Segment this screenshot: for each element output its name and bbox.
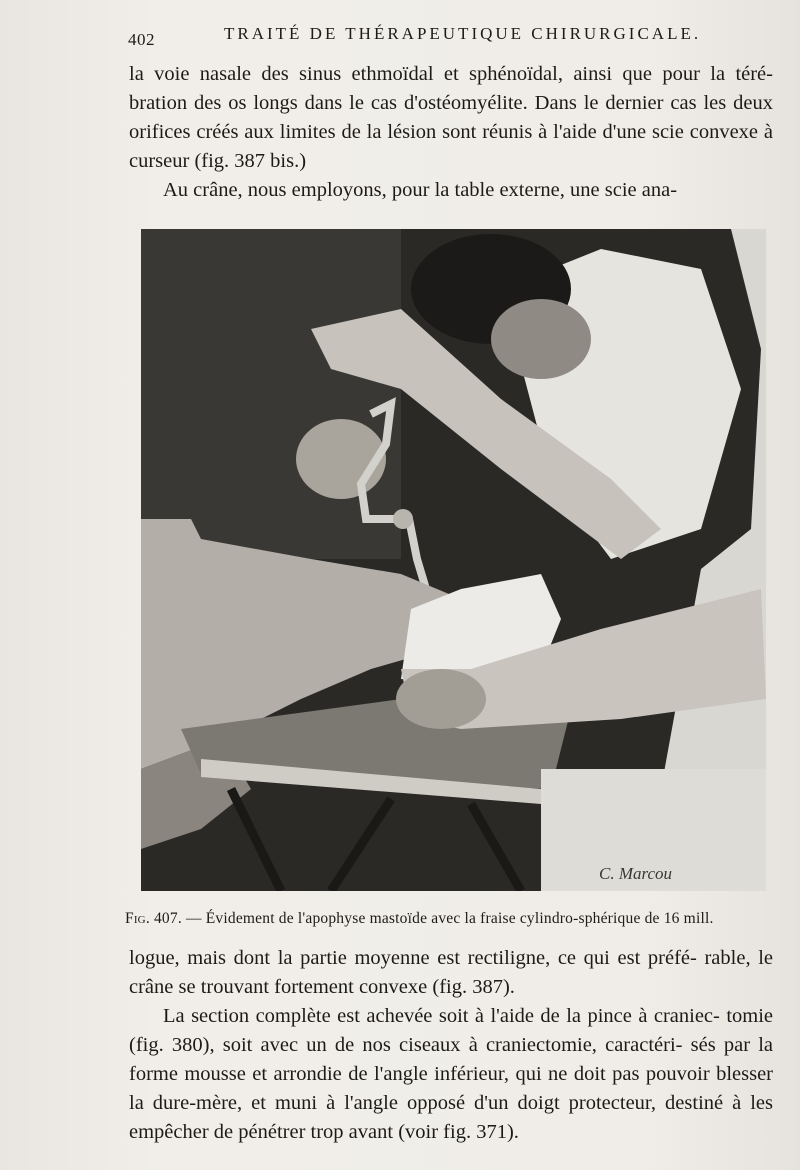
- page-number: 402: [128, 30, 155, 49]
- figure-photograph: [141, 229, 766, 891]
- text-line: logue, mais dont la partie moyenne est rectiligne, ce qui est préfé-: [129, 947, 697, 969]
- running-head: TRAITÉ DE THÉRAPEUTIQUE CHIRURGICALE.: [224, 24, 702, 43]
- paragraph-continued: [129, 60, 773, 176]
- text-line: scie convexe à curseur (fig. 387 bis.): [129, 121, 773, 172]
- text-line: rable, le crâne se trouvant fortement convexe (fig. 387).: [129, 947, 773, 998]
- text-line: sés par la forme mousse et arrondie de l'angle inférieur, qui ne doit: [129, 1034, 773, 1085]
- photo-signature: C. Marcou: [599, 864, 673, 883]
- paragraph: [129, 1002, 773, 1147]
- text-line: tomie (fig. 380), soit avec un de nos ciseaux à craniectomie, caractéri-: [129, 1005, 774, 1056]
- text-line: deux orifices créés aux limites de la lésion sont réunis à l'aide d'une: [129, 92, 774, 143]
- paragraph-continued: [129, 944, 773, 1002]
- body-text-top: [129, 60, 773, 205]
- text-line: Au crâne, nous employons, pour la table externe, une scie ana-: [163, 179, 678, 201]
- text-line: la voie nasale des sinus ethmoïdal et sphénoïdal, ainsi que pour la téré-: [129, 63, 773, 85]
- text-line: La section complète est achevée soit à l'aide de la pince à craniec-: [163, 1005, 720, 1027]
- surgery-photo-illustration: [141, 229, 766, 891]
- paragraph: [129, 176, 773, 205]
- caption-text: — Évidement de l'apophyse mastoïde avec la fraise cylindro-sphérique de 16 mill.: [181, 910, 714, 927]
- text-line: pas pouvoir blesser la dure-mère, et muni à l'angle opposé d'un doigt: [129, 1063, 773, 1114]
- page-header: [128, 22, 772, 50]
- body-text-bottom: [129, 944, 773, 1147]
- text-line: protecteur, destiné à les empêcher de pénétrer trop avant (voir fig. 371).: [129, 1092, 773, 1143]
- figure-caption: [125, 910, 775, 928]
- figure-label: Fig. 407.: [125, 910, 182, 927]
- text-line: bration des os longs dans le cas d'ostéomyélite. Dans le dernier cas les: [129, 92, 727, 114]
